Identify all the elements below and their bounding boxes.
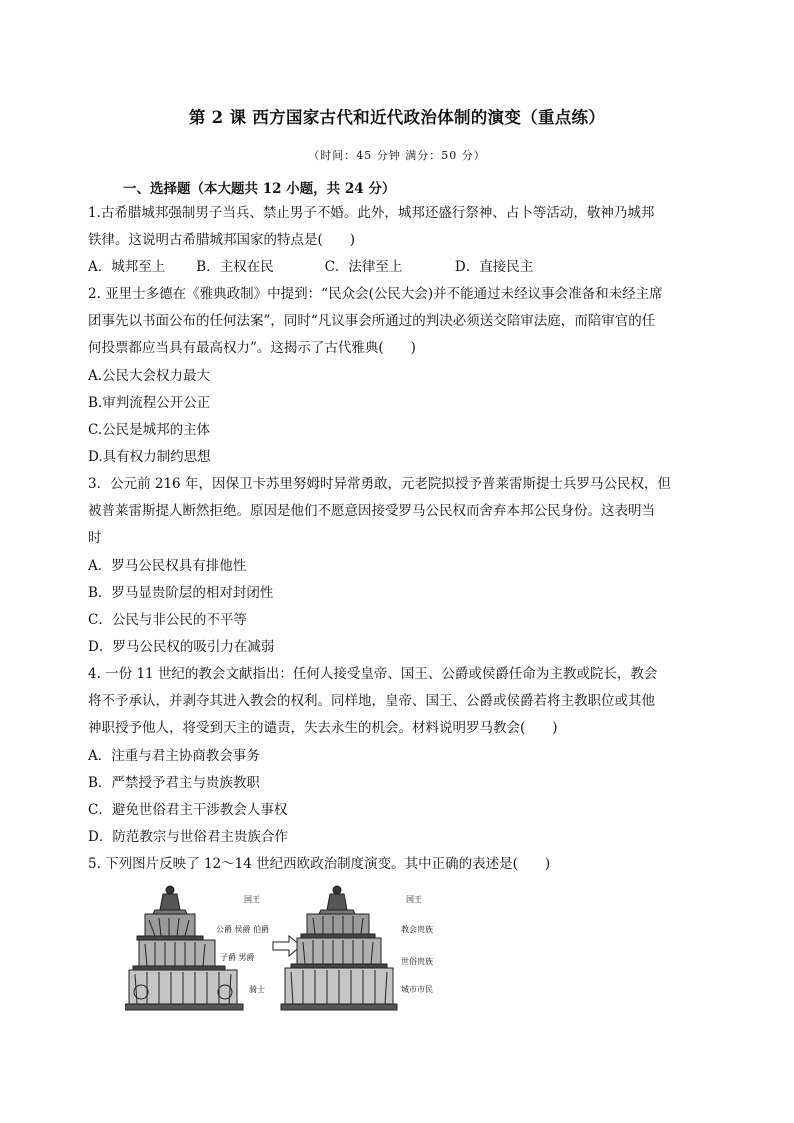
page-subtitle: （时间：45 分钟 满分：50 分） [308, 149, 486, 162]
option-a[interactable]: A.公民大会权力最大 [88, 368, 211, 384]
page-title: 第 2 课 西方国家古代和近代政治体制的演变（重点练） [188, 108, 606, 127]
question-1-line-2: 铁律。这说明古希腊城邦国家的特点是( ) [88, 232, 356, 248]
question-2-line-1: 2. 亚里士多德在《雅典政制》中提到：“民众会(公民大会)并不能通过未经议事会准备和未经主席 [88, 286, 663, 302]
option-c[interactable]: C．法律至上 [324, 259, 403, 275]
option-c[interactable]: C.公民是城邦的主体 [88, 422, 211, 438]
option-a[interactable]: A．城邦至上 [88, 259, 166, 275]
section-heading: 一、选择题（本大题共 12 小题，共 24 分） [123, 181, 396, 197]
question-4-line-1: 4. 一份 11 世纪的教会文献指出：任何人接受皇帝、国王、公爵或侯爵任命为主教或院长，教会 [88, 666, 658, 682]
right-pyramid [281, 886, 397, 1010]
right-label-church-nobility: 教会贵族 [401, 925, 433, 934]
option-c[interactable]: C．避免世俗君主干涉教会人事权 [88, 802, 288, 818]
question-3-line-1: 3．公元前 216 年，因保卫卡苏里努姆时异常勇敢，元老院拟授予普莱雷斯提士兵罗马公民权，但 [88, 476, 671, 492]
right-label-citizens: 城市市民 [401, 985, 433, 994]
right-label-secular-nobility: 世俗贵族 [401, 957, 433, 966]
option-b[interactable]: B．严禁授予君主与贵族教职 [88, 775, 260, 791]
option-d[interactable]: D．罗马公民权的吸引力在减弱 [88, 639, 275, 655]
option-b[interactable]: B．罗马显贵阶层的相对封闭性 [88, 585, 274, 601]
left-label-king: 国王 [244, 895, 260, 904]
right-label-king: 国王 [406, 895, 422, 904]
option-d[interactable]: D.具有权力制约思想 [88, 449, 211, 465]
left-label-knights: 骑士 [249, 985, 265, 994]
question-1-line-1: 1.古希腊城邦强制男子当兵、禁止男子不婚。此外，城邦还盛行祭神、占卜等活动，敬神乃城邦 [88, 205, 655, 221]
question-1-options [88, 255, 533, 275]
option-b[interactable]: B．主权在民 [196, 259, 274, 275]
question-3-line-3: 时 [88, 530, 102, 546]
left-label-viscounts: 子爵 男爵 [220, 953, 255, 962]
left-label-dukes: 公爵 侯爵 伯爵 [216, 925, 270, 934]
question-2-line-2: 团事先以书面公布的任何法案”，同时“凡议事会所通过的判决必须送交陪审法庭，而陪审官的任 [88, 313, 656, 329]
option-c[interactable]: C．公民与非公民的不平等 [88, 612, 247, 628]
option-a[interactable]: A．罗马公民权具有排他性 [88, 558, 247, 574]
option-a[interactable]: A．注重与君主协商教会事务 [88, 748, 260, 764]
question-3-line-2: 被普莱雷斯提人断然拒绝。原因是他们不愿意因接受罗马公民权而舍弃本邦公民身份。这表明当 [88, 503, 655, 519]
question-4-line-3: 神职授予他人，将受到天主的谴责，失去永生的机会。材料说明罗马教会( ) [88, 720, 558, 736]
left-pyramid [125, 886, 243, 1010]
question-2-line-3: 何投票都应当具有最高权力”。这揭示了古代雅典( ) [88, 340, 416, 356]
hierarchy-figure [125, 880, 455, 1020]
question-4-line-2: 将不予承认，并剥夺其进入教会的权利。同样地，皇帝、国王、公爵或侯爵若将主教职位或其他 [88, 693, 655, 709]
option-d[interactable]: D．直接民主 [454, 259, 534, 275]
question-5-line-1: 5. 下列图片反映了 12～14 世纪西欧政治制度演变。其中正确的表述是( ) [88, 856, 551, 872]
option-b[interactable]: B.审判流程公开公正 [88, 395, 211, 411]
option-d[interactable]: D．防范教宗与世俗君主贵族合作 [88, 829, 288, 845]
